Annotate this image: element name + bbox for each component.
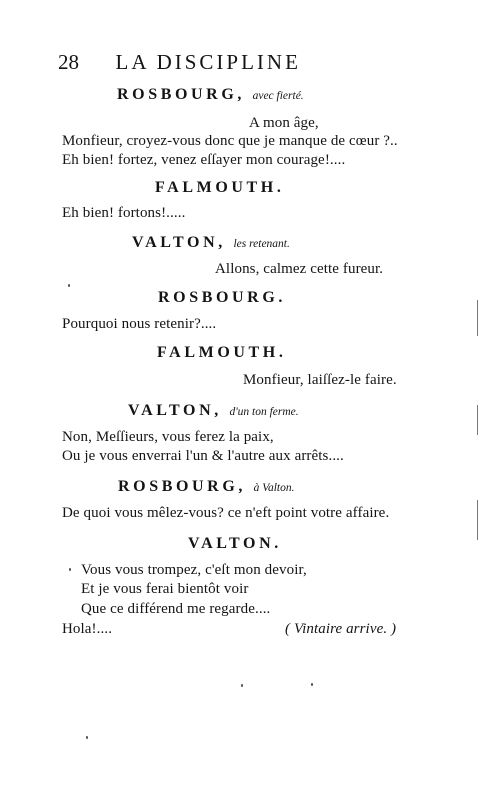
page-edge-mark	[477, 300, 478, 336]
page-edge-mark	[477, 500, 478, 540]
verse-line: Non, Meſſieurs, vous ferez la paix,	[62, 429, 274, 445]
running-title: LA DISCIPLINE	[115, 50, 301, 74]
verse-line: Hola!....	[62, 621, 113, 637]
verse-line: Ou je vous enverrai l'un & l'autre aux arrêts....	[62, 448, 344, 464]
speaker-heading	[117, 87, 304, 103]
speaker-name: ROSBOURG,	[117, 86, 245, 103]
print-speck	[241, 684, 243, 687]
print-speck	[86, 736, 88, 739]
verse-line: A mon âge,	[249, 115, 319, 131]
speaker-name: ROSBOURG,	[118, 478, 246, 495]
print-speck	[69, 568, 71, 571]
stage-direction-inline: à Valton.	[253, 482, 295, 494]
speaker-heading	[188, 536, 282, 552]
verse-line: Eh bien! fortez, venez eſſayer mon courage!....	[62, 152, 346, 168]
speaker-heading	[157, 345, 286, 361]
speaker-name: VALTON,	[132, 234, 226, 251]
speaker-heading	[132, 235, 290, 251]
speaker-name: VALTON,	[128, 402, 222, 419]
print-speck	[311, 683, 313, 686]
speaker-heading	[158, 290, 286, 306]
speaker-heading	[118, 479, 294, 495]
stage-direction-inline: les retenant.	[233, 238, 290, 250]
running-header	[58, 52, 301, 73]
speaker-name: VALTON.	[188, 535, 282, 552]
page-edge-mark	[477, 405, 478, 435]
verse-line: Monfieur, laiſſez-le faire.	[243, 372, 397, 388]
verse-line: Pourquoi nous retenir?....	[62, 316, 217, 332]
closing-stage-direction: ( Vintaire arrive. )	[285, 621, 397, 637]
verse-line: Et je vous ferai bientôt voir	[81, 581, 249, 597]
speaker-name: ROSBOURG.	[158, 289, 286, 306]
speaker-name: FALMOUTH.	[155, 179, 285, 196]
stage-direction-inline: d'un ton ferme.	[229, 406, 299, 418]
verse-line: Monfieur, croyez-vous donc que je manque de cœur ?..	[62, 133, 398, 149]
speaker-name: FALMOUTH.	[157, 344, 287, 361]
verse-line: Vous vous trompez, c'eſt mon devoir,	[81, 562, 307, 578]
verse-line: Allons, calmez cette fureur.	[215, 261, 384, 277]
verse-line: De quoi vous mêlez-vous? ce n'eft point votre affaire.	[62, 505, 390, 521]
page-number: 28	[58, 50, 79, 74]
speaker-heading	[155, 180, 284, 196]
speaker-heading	[128, 403, 299, 419]
verse-line: Que ce différend me regarde....	[81, 601, 271, 617]
verse-line: Eh bien! fortons!.....	[62, 205, 186, 221]
print-speck	[68, 284, 70, 287]
stage-direction-inline: avec fierté.	[252, 90, 304, 102]
